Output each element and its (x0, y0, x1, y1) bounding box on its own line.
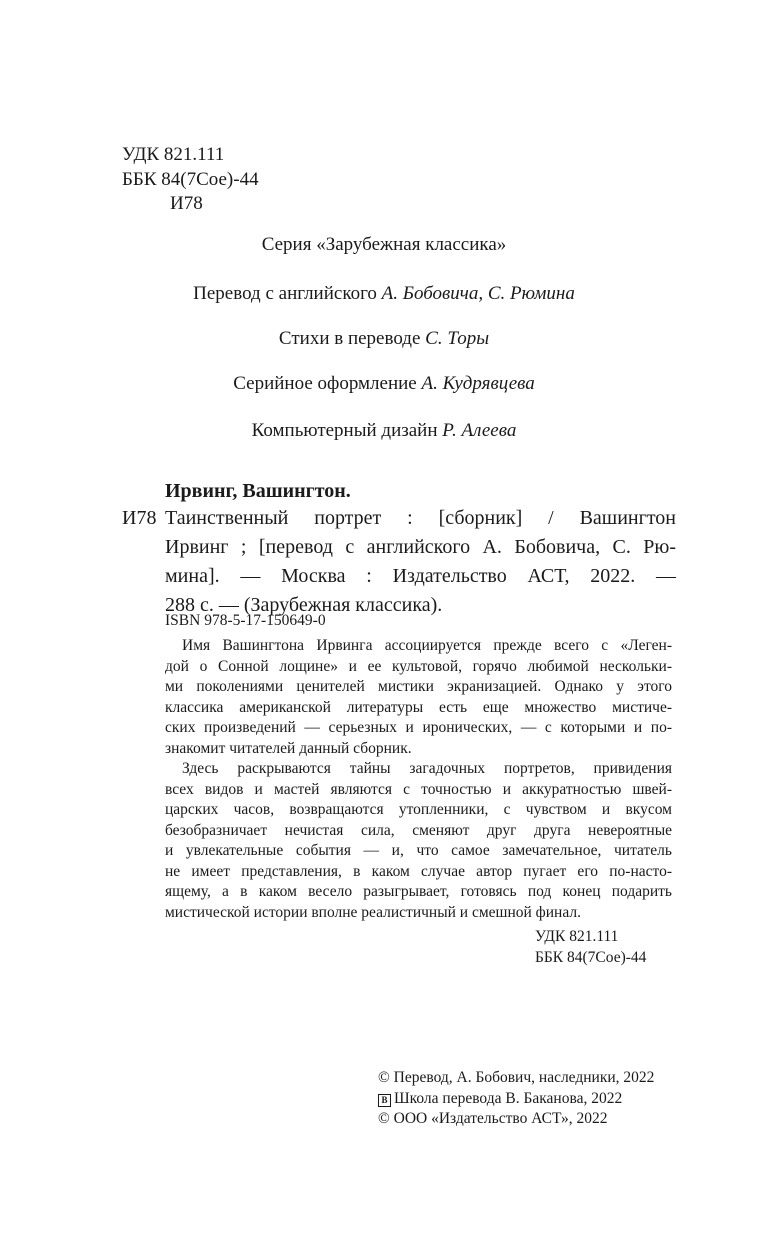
copyright-line: © ООО «Издательство АСТ», 2022 (378, 1110, 608, 1127)
bottom-bbk-code: ББК 84(7Сое)-44 (535, 948, 647, 966)
copyright-line: © Перевод, А. Бобович, наследники, 2022 (378, 1069, 655, 1086)
annotation-line: ских произведений — серьезных и иронических, — с которыми и по- (165, 719, 672, 736)
school-mark-icon: В (378, 1094, 391, 1107)
design-name: А. Кудрявцева (421, 373, 535, 394)
school-copyright-text: Школа перевода В. Баканова, 2022 (394, 1089, 623, 1107)
design-prefix: Серийное оформление (233, 373, 417, 394)
translation-prefix: Перевод с английского (193, 283, 377, 304)
translation-credit (0, 283, 768, 305)
annotation-paragraph-2 (165, 759, 672, 923)
isbn: ISBN 978-5-17-150649-0 (165, 612, 326, 629)
poems-name: С. Торы (425, 328, 490, 349)
entry-line: 288 с. — (Зарубежная классика). (165, 594, 443, 616)
annotation-line: всех видов и мастей являются с точностью и аккуратностью швей- (165, 780, 672, 798)
copyright-line (378, 1089, 654, 1110)
bottom-udk-code: УДК 821.111 (535, 928, 619, 945)
poems-credit (0, 328, 768, 350)
series-text: Серия «Зарубежная классика» (261, 234, 507, 255)
translation-names: А. Бобовича, С. Рюмина (381, 283, 575, 304)
annotation-line: Здесь раскрываются тайны загадочных портретов, привидения (182, 760, 672, 777)
annotation-line: не имеет представления, в каком случае автор пугает его по-насто- (165, 862, 672, 880)
computer-name: Р. Алеева (442, 420, 517, 441)
annotation-line: мистической истории вполне реалистичный и смешной финал. (165, 903, 581, 921)
entry-line: Ирвинг ; [перевод с английского А. Бобовича, С. Рю- (165, 536, 676, 558)
annotation-line: царских часов, возвращаются утопленники, с чувством и вкусом (165, 801, 672, 818)
computer-prefix: Компьютерный дизайн (251, 420, 438, 441)
copyright-block (378, 1068, 654, 1130)
entry-code: И78 (122, 507, 157, 529)
entry-line: Таинственный портрет : [сборник] / Вашингтон (165, 507, 676, 529)
annotation-line: классика американской литературы есть еще множество мистиче- (165, 698, 672, 716)
entry-line: мина]. — Москва : Издательство АСТ, 2022. — (165, 565, 676, 587)
annotation-line: безобразничает нечистая сила, сменяют друг друга невероятные (165, 821, 672, 839)
bbk-code: ББК 84(7Сое)-44 (122, 168, 259, 190)
annotation-line: Имя Вашингтона Ирвинга ассоциируется прежде всего с «Леген- (182, 637, 672, 654)
design-credit (0, 373, 768, 395)
series-credit (0, 234, 768, 256)
bottom-classification-codes (535, 927, 646, 968)
annotation-line: ми поколениями ценителей мистики экранизацией. Однако у этого (165, 678, 672, 695)
author-mark: И78 (170, 193, 203, 214)
annotation-line: знакомит читателей данный сборник. (165, 739, 412, 757)
entry-author: Ирвинг, Вашингтон. (165, 480, 351, 502)
annotation-paragraph-1 (165, 636, 672, 759)
udk-code: УДК 821.111 (122, 144, 225, 165)
annotation-line: ящему, а в каком весело разыгрывает, готовясь под конец подарить (165, 883, 672, 900)
poems-prefix: Стихи в переводе (278, 328, 421, 349)
computer-design-credit (0, 420, 768, 442)
annotation-line: дой о Сонной лощине» и ее культовой, горячо любимой нескольки- (165, 657, 672, 675)
classification-codes (122, 143, 259, 217)
annotation-line: и увлекательные события — и, что самое замечательное, читатель (165, 842, 672, 859)
